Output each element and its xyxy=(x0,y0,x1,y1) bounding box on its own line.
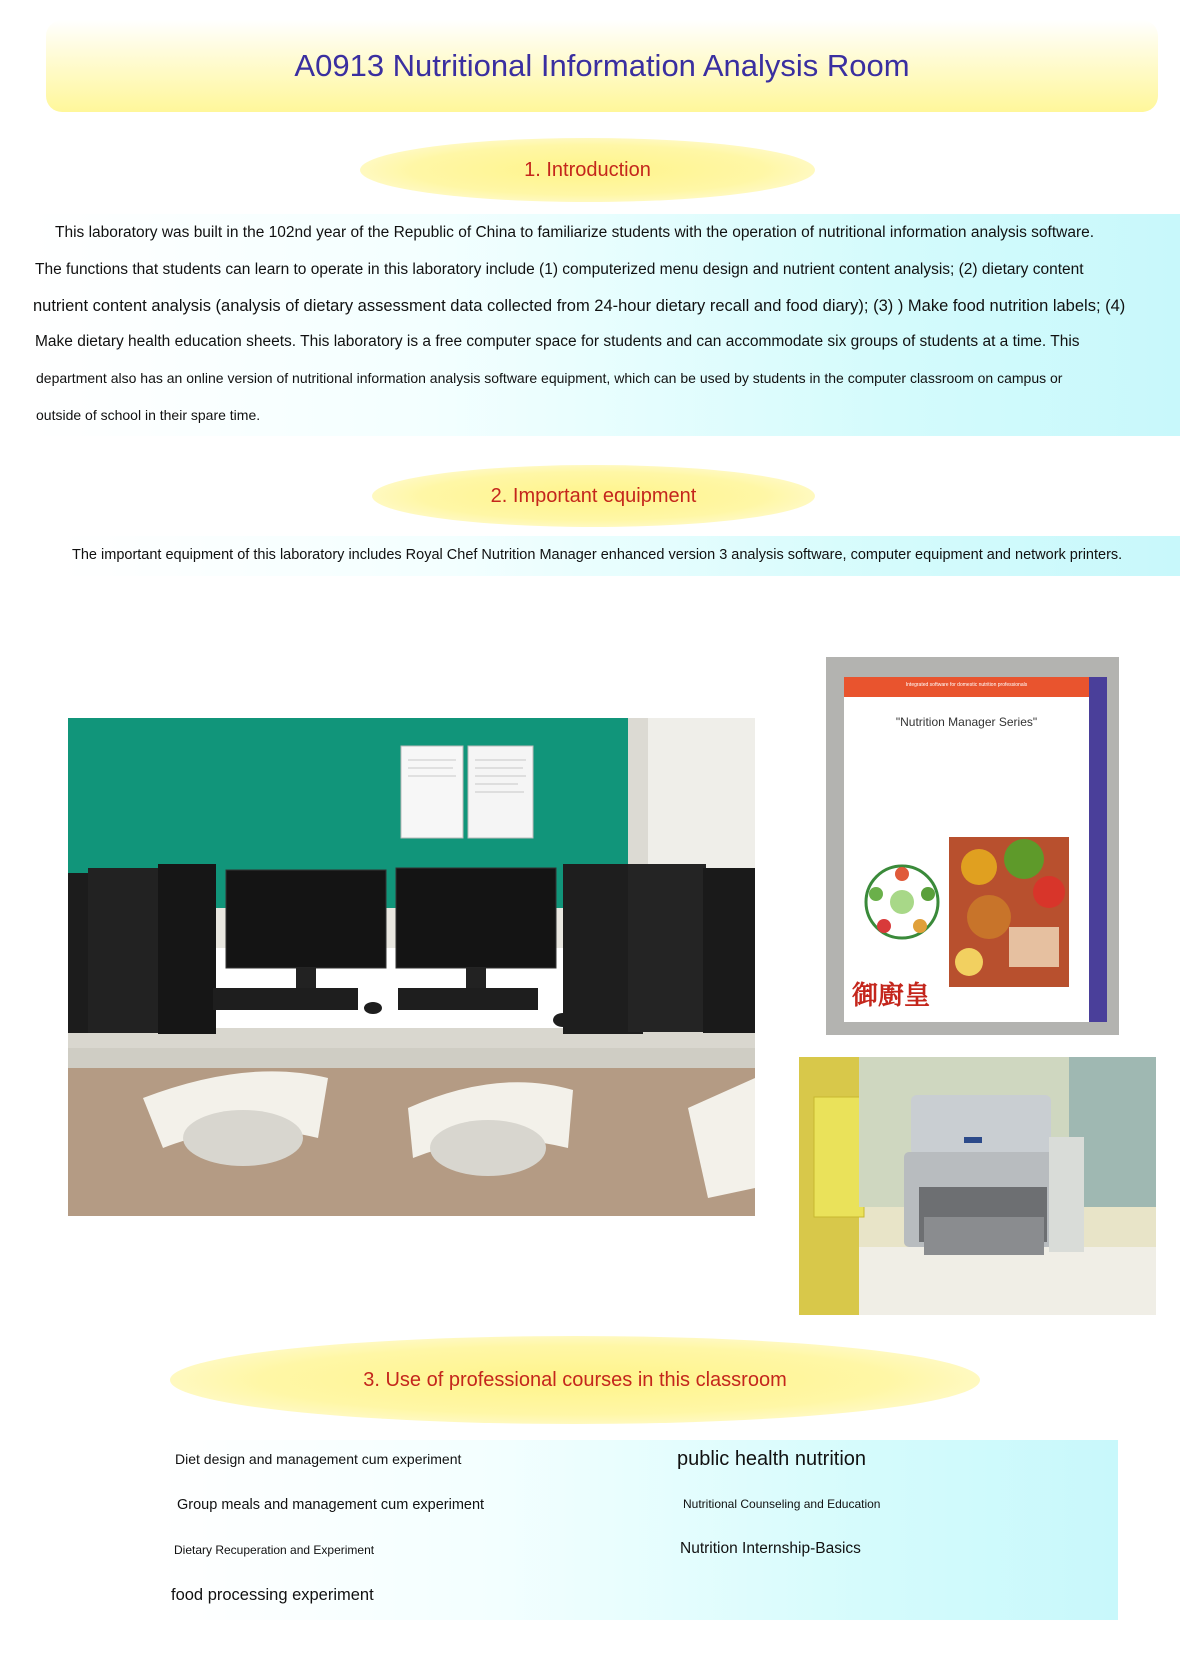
intro-line-5: department also has an online version of nutritional information analysis software equipment, which can be used by students in the computer classroom on campus or xyxy=(36,370,1063,386)
course-left-2: Group meals and management cum experiment xyxy=(177,1497,485,1513)
printer-photo xyxy=(799,1057,1156,1315)
intro-line-6: outside of school in their spare time. xyxy=(36,407,261,423)
food-wheel-icon xyxy=(862,862,942,942)
courses-heading: 3. Use of professional courses in this classroom xyxy=(363,1368,787,1391)
computer-lab-photo xyxy=(68,718,755,1216)
course-right-1: public health nutrition xyxy=(677,1448,867,1470)
course-left-3: Dietary Recuperation and Experiment xyxy=(174,1543,375,1557)
course-right-2: Nutritional Counseling and Education xyxy=(683,1497,881,1511)
brand-logo: 御廚皇 xyxy=(852,981,931,1011)
page-title: A0913 Nutritional Information Analysis Room xyxy=(294,48,910,83)
food-image xyxy=(949,837,1069,987)
intro-line-2: The functions that students can learn to operate in this laboratory include (1) computerized menu design and nutrient content analysis; (2) dietary content xyxy=(35,261,1084,278)
intro-line-3: nutrient content analysis (analysis of dietary assessment data collected from 24-hour dietary recall and food diary); (3) ) Make food nutrition labels; (4) xyxy=(33,297,1126,315)
software-box-photo xyxy=(826,657,1119,1035)
intro-heading: 1. Introduction xyxy=(524,158,651,181)
intro-heading-pill xyxy=(360,138,815,202)
course-left-4: food processing experiment xyxy=(171,1586,374,1604)
course-right-3: Nutrition Internship-Basics xyxy=(680,1540,861,1557)
courses-heading-pill xyxy=(170,1336,980,1424)
course-left-1: Diet design and management cum experiment xyxy=(175,1451,462,1467)
software-box-tagline: Integrated software for domestic nutrition professionals xyxy=(905,682,1028,688)
software-box-title: "Nutrition Manager Series" xyxy=(895,715,1038,729)
equipment-heading-pill xyxy=(372,465,815,527)
intro-text-box xyxy=(30,214,1180,436)
equipment-heading: 2. Important equipment xyxy=(490,484,697,507)
intro-line-1: This laboratory was built in the 102nd year of the Republic of China to familiarize students with the operation of nutritional information analysis software. xyxy=(55,224,1095,241)
equipment-text: The important equipment of this laboratory includes Royal Chef Nutrition Manager enhanced version 3 analysis software, computer equipment and network printers. xyxy=(72,547,1123,563)
intro-line-4: Make dietary health education sheets. This laboratory is a free computer space for students and can accommodate six groups of students at a time. This xyxy=(35,333,1080,350)
title-banner xyxy=(46,20,1158,112)
software-box xyxy=(844,677,1107,1022)
